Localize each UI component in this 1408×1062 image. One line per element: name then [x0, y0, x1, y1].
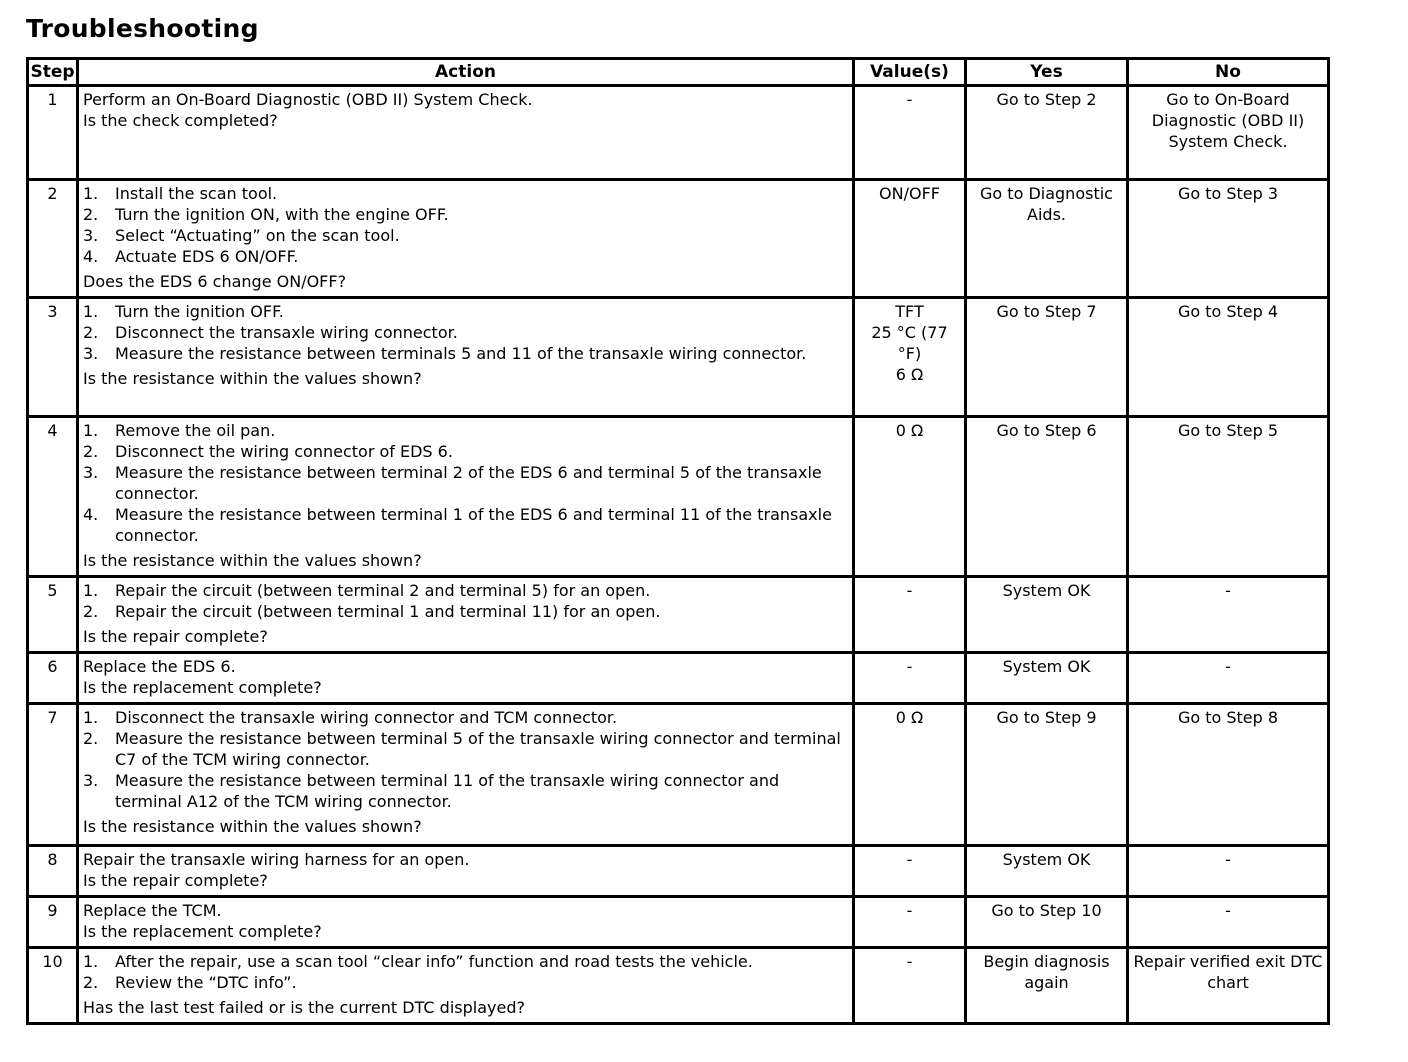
table-row	[28, 180, 1329, 298]
step-number: 8	[28, 846, 78, 897]
action-intro: Replace the EDS 6.	[83, 657, 236, 676]
action-step	[83, 246, 848, 267]
action-question: Is the replacement complete?	[83, 678, 322, 697]
values-cell	[854, 86, 966, 180]
action-step	[83, 183, 848, 204]
yes-result: System OK	[966, 846, 1128, 897]
action-step-text: Measure the resistance between terminals 5 and 11 of the transaxle wiring connector.	[115, 344, 807, 363]
table-row	[28, 417, 1329, 577]
action-intro: Replace the TCM.	[83, 901, 222, 920]
value-line: -	[906, 901, 913, 920]
action-step-number: 3.	[83, 226, 99, 245]
action-cell	[78, 86, 854, 180]
values-cell	[854, 897, 966, 948]
value-line: TFT	[895, 302, 924, 321]
action-cell	[78, 653, 854, 704]
action-step-number: 2.	[83, 442, 99, 461]
value-line: 0 Ω	[895, 421, 924, 440]
step-number: 1	[28, 86, 78, 180]
yes-result: Go to Diagnostic Aids.	[966, 180, 1128, 298]
action-step	[83, 225, 848, 246]
value-line: -	[906, 952, 913, 971]
action-cell	[78, 704, 854, 846]
action-cell	[78, 846, 854, 897]
action-cell	[78, 577, 854, 653]
values-cell	[854, 180, 966, 298]
no-result: -	[1128, 577, 1329, 653]
yes-result: Go to Step 10	[966, 897, 1128, 948]
header-values: Value(s)	[854, 59, 966, 86]
action-step-number: 3.	[83, 344, 99, 363]
values-cell	[854, 846, 966, 897]
step-number: 2	[28, 180, 78, 298]
action-step-text: Disconnect the wiring connector of EDS 6.	[115, 442, 453, 461]
no-result: Go to On-Board Diagnostic (OBD II) System Check.	[1128, 86, 1329, 180]
action-step-text: Repair the circuit (between terminal 1 and terminal 11) for an open.	[115, 602, 661, 621]
action-step	[83, 204, 848, 225]
action-step-number: 1.	[83, 421, 99, 440]
header-no: No	[1128, 59, 1329, 86]
action-step-number: 2.	[83, 323, 99, 342]
action-step-number: 1.	[83, 708, 99, 727]
yes-result: System OK	[966, 577, 1128, 653]
header-yes: Yes	[966, 59, 1128, 86]
table-body	[28, 86, 1329, 1024]
header-action: Action	[78, 59, 854, 86]
action-step-text: Measure the resistance between terminal 5 of the transaxle wiring connector and terminal C7 of the TCM wiring connector.	[115, 729, 841, 769]
value-line: -	[906, 657, 913, 676]
values-cell	[854, 298, 966, 417]
action-cell	[78, 298, 854, 417]
action-step	[83, 301, 848, 322]
no-result: -	[1128, 846, 1329, 897]
action-step-text: Remove the oil pan.	[115, 421, 276, 440]
no-result: Go to Step 3	[1128, 180, 1329, 298]
page-title: Troubleshooting	[26, 14, 259, 43]
action-step-number: 1.	[83, 302, 99, 321]
yes-result: Go to Step 6	[966, 417, 1128, 577]
value-line: ON/OFF	[879, 184, 940, 203]
step-number: 3	[28, 298, 78, 417]
yes-result: Go to Step 7	[966, 298, 1128, 417]
action-step-text: Repair the circuit (between terminal 2 and terminal 5) for an open.	[115, 581, 651, 600]
values-cell	[854, 948, 966, 1024]
action-steps-list	[83, 420, 848, 546]
action-question: Is the replacement complete?	[83, 922, 322, 941]
troubleshooting-table	[26, 57, 1330, 1025]
action-step-number: 3.	[83, 463, 99, 482]
action-step-text: Measure the resistance between terminal 11 of the transaxle wiring connector and terminal A12 of the TCM wiring connector.	[115, 771, 780, 811]
action-steps-list	[83, 580, 848, 622]
action-question: Is the repair complete?	[83, 627, 268, 646]
action-cell	[78, 417, 854, 577]
yes-result: System OK	[966, 653, 1128, 704]
action-step	[83, 770, 848, 812]
table-row	[28, 653, 1329, 704]
action-step	[83, 441, 848, 462]
action-step-text: Disconnect the transaxle wiring connector.	[115, 323, 458, 342]
action-step-text: Disconnect the transaxle wiring connector and TCM connector.	[115, 708, 618, 727]
value-line: -	[906, 850, 913, 869]
table-row	[28, 897, 1329, 948]
action-question: Does the EDS 6 change ON/OFF?	[83, 272, 347, 291]
action-step-text: Turn the ignition OFF.	[115, 302, 284, 321]
action-step-number: 4.	[83, 505, 99, 524]
value-line: 6 Ω	[895, 365, 924, 384]
header-step: Step	[28, 59, 78, 86]
action-step	[83, 951, 848, 972]
action-step	[83, 601, 848, 622]
action-step	[83, 420, 848, 441]
no-result: Go to Step 8	[1128, 704, 1329, 846]
value-line: -	[906, 581, 913, 600]
step-number: 4	[28, 417, 78, 577]
step-number: 6	[28, 653, 78, 704]
value-line: -	[906, 90, 913, 109]
action-step	[83, 504, 848, 546]
no-result: Go to Step 4	[1128, 298, 1329, 417]
action-step-text: Turn the ignition ON, with the engine OFF.	[115, 205, 449, 224]
action-step	[83, 343, 848, 364]
action-intro: Perform an On-Board Diagnostic (OBD II) System Check.	[83, 90, 533, 109]
table-header-row	[28, 59, 1329, 86]
action-steps-list	[83, 951, 848, 993]
values-cell	[854, 417, 966, 577]
value-line: 25 °C (77 °F)	[871, 323, 948, 363]
no-result: Go to Step 5	[1128, 417, 1329, 577]
table-row	[28, 86, 1329, 180]
values-cell	[854, 704, 966, 846]
action-steps-list	[83, 707, 848, 812]
action-step-number: 2.	[83, 973, 99, 992]
action-step-text: Select “Actuating” on the scan tool.	[115, 226, 400, 245]
action-cell	[78, 897, 854, 948]
action-question: Has the last test failed or is the current DTC displayed?	[83, 998, 525, 1017]
values-cell	[854, 577, 966, 653]
table-row	[28, 577, 1329, 653]
action-cell	[78, 180, 854, 298]
action-step-number: 1.	[83, 581, 99, 600]
action-steps-list	[83, 301, 848, 364]
action-step-text: Actuate EDS 6 ON/OFF.	[115, 247, 299, 266]
yes-result: Go to Step 9	[966, 704, 1128, 846]
action-step-number: 2.	[83, 602, 99, 621]
action-question: Is the resistance within the values shown?	[83, 817, 422, 836]
table-row	[28, 846, 1329, 897]
action-step-text: Measure the resistance between terminal 2 of the EDS 6 and terminal 5 of the transaxle connector.	[115, 463, 822, 503]
action-step-number: 3.	[83, 771, 99, 790]
value-line: 0 Ω	[895, 708, 924, 727]
table-row	[28, 704, 1329, 846]
action-question: Is the repair complete?	[83, 871, 268, 890]
action-question: Is the resistance within the values shown?	[83, 551, 422, 570]
action-step-number: 1.	[83, 184, 99, 203]
action-step-text: Install the scan tool.	[115, 184, 278, 203]
action-step	[83, 728, 848, 770]
yes-result: Begin diagnosis again	[966, 948, 1128, 1024]
step-number: 9	[28, 897, 78, 948]
yes-result: Go to Step 2	[966, 86, 1128, 180]
action-cell	[78, 948, 854, 1024]
action-step	[83, 580, 848, 601]
values-cell	[854, 653, 966, 704]
action-step-number: 1.	[83, 952, 99, 971]
table-row	[28, 298, 1329, 417]
action-question: Is the resistance within the values shown?	[83, 369, 422, 388]
step-number: 7	[28, 704, 78, 846]
action-steps-list	[83, 183, 848, 267]
table-row	[28, 948, 1329, 1024]
step-number: 5	[28, 577, 78, 653]
action-step-number: 2.	[83, 729, 99, 748]
step-number: 10	[28, 948, 78, 1024]
action-step	[83, 322, 848, 343]
action-question: Is the check completed?	[83, 111, 278, 130]
action-step-text: Review the “DTC info”.	[115, 973, 297, 992]
action-step-number: 4.	[83, 247, 99, 266]
no-result: Repair verified exit DTC chart	[1128, 948, 1329, 1024]
action-step	[83, 462, 848, 504]
action-intro: Repair the transaxle wiring harness for an open.	[83, 850, 470, 869]
action-step	[83, 972, 848, 993]
action-step-text: Measure the resistance between terminal 1 of the EDS 6 and terminal 11 of the transaxle connector.	[115, 505, 832, 545]
no-result: -	[1128, 653, 1329, 704]
action-step	[83, 707, 848, 728]
no-result: -	[1128, 897, 1329, 948]
action-step-number: 2.	[83, 205, 99, 224]
action-step-text: After the repair, use a scan tool “clear info” function and road tests the vehicle.	[115, 952, 753, 971]
